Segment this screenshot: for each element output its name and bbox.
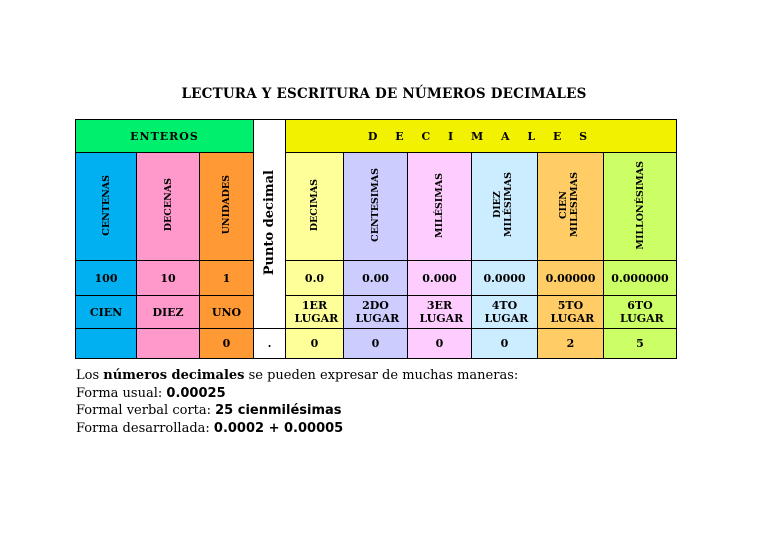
- column-name-millonesimas: MILLONÉSIMAS: [604, 153, 677, 261]
- place-diez-milesimas: 4TO LUGAR: [472, 296, 538, 329]
- value-cien-milesimas: 0.00000: [538, 261, 604, 296]
- value-diez-milesimas: 0.0000: [472, 261, 538, 296]
- column-name-unidades: UNIDADES: [200, 153, 254, 261]
- page-title: LECTURA Y ESCRITURA DE NÚMEROS DECIMALES: [181, 86, 587, 102]
- digit-centesimas: 0: [344, 329, 408, 359]
- column-name-centenas: CENTENAS: [76, 153, 137, 261]
- digit-milesimas: 0: [408, 329, 472, 359]
- column-name-decimas: DECIMAS: [286, 153, 344, 261]
- notes-intro-line: Los números decimales se pueden expresar de muchas maneras:: [76, 368, 519, 383]
- notes-forma-verbal: Formal verbal corta: 25 cienmilésimas: [76, 403, 342, 418]
- place-millonesimas: 6TO LUGAR: [604, 296, 677, 329]
- value-centenas: 100: [76, 261, 137, 296]
- column-name-cien-milesimas: CIEN MILESIMAS: [538, 153, 604, 261]
- place-centesimas: 2DO LUGAR: [344, 296, 408, 329]
- digit-decenas: [137, 329, 200, 359]
- place-cien-milesimas: 5TO LUGAR: [538, 296, 604, 329]
- value-centesimas: 0.00: [344, 261, 408, 296]
- column-name-centesimas: CENTESIMAS: [344, 153, 408, 261]
- place-milesimas: 3ER LUGAR: [408, 296, 472, 329]
- word-decenas: DIEZ: [137, 296, 200, 329]
- digit-diez-milesimas: 0: [472, 329, 538, 359]
- digit-cien-milesimas: 2: [538, 329, 604, 359]
- digit-millonesimas: 5: [604, 329, 677, 359]
- notes-block: [76, 367, 518, 437]
- notes-forma-usual: Forma usual: 0.00025: [76, 385, 226, 401]
- punto-decimal-header: Punto decimal: [254, 120, 286, 329]
- place-decimas: 1ER LUGAR: [286, 296, 344, 329]
- column-name-decenas: DECENAS: [137, 153, 200, 261]
- column-name-diez-milesimas: DIEZ MILÉSIMAS: [472, 153, 538, 261]
- decimal-point-symbol: .: [254, 329, 286, 359]
- enteros-header: ENTEROS: [76, 120, 254, 153]
- column-name-milesimas: MILÉSIMAS: [408, 153, 472, 261]
- value-decenas: 10: [137, 261, 200, 296]
- word-centenas: CIEN: [76, 296, 137, 329]
- digit-unidades: 0: [200, 329, 254, 359]
- value-millonesimas: 0.000000: [604, 261, 677, 296]
- notes-forma-desarrollada: Forma desarrollada: 0.0002 + 0.00005: [76, 420, 344, 436]
- word-unidades: UNO: [200, 296, 254, 329]
- decimal-place-value-table: [75, 119, 677, 359]
- digit-decimas: 0: [286, 329, 344, 359]
- value-milesimas: 0.000: [408, 261, 472, 296]
- value-decimas: 0.0: [286, 261, 344, 296]
- value-unidades: 1: [200, 261, 254, 296]
- digit-centenas: [76, 329, 137, 359]
- decimales-header: D E C I M A L E S: [286, 120, 677, 153]
